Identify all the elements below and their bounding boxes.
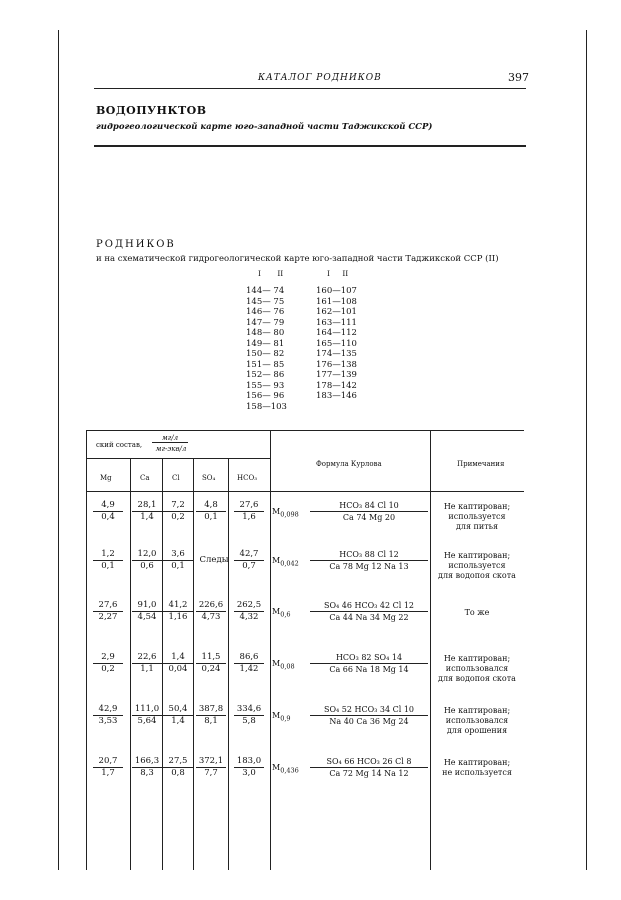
row-note: Не каптирован; не используется bbox=[442, 758, 512, 777]
col-hco3: HCO₃ bbox=[237, 474, 258, 482]
cell-ca: $\frac{22,6}{1,1}$ bbox=[132, 652, 162, 675]
mineralization: $M_{0,098}$ bbox=[272, 507, 299, 519]
row-note: Не каптирован; использовался для орошения bbox=[443, 706, 511, 735]
corr-pair: 174—135 bbox=[316, 349, 357, 359]
corr-header-left: I II bbox=[258, 269, 284, 278]
group-header: ский состав, bbox=[96, 441, 143, 449]
corr-pair: 163—111 bbox=[316, 317, 357, 328]
cell-ca: $\frac{12,0}{0,6}$ bbox=[132, 549, 162, 572]
cell-hco3: $\frac{27,6}{1,6}$ bbox=[234, 500, 264, 523]
row-note: Не каптирован; используется для водопоя скота bbox=[438, 551, 516, 580]
col-mg: Mg bbox=[100, 474, 112, 482]
cell-hco3: $\frac{334,6}{5,8}$ bbox=[234, 704, 264, 727]
right-margin-line bbox=[586, 30, 587, 870]
formula-header: Формула Курлова bbox=[316, 460, 382, 468]
cell-so4: Следы bbox=[199, 555, 229, 565]
corr-pair: 147— 79 bbox=[246, 317, 285, 328]
mineralization: $M_{0,042}$ bbox=[272, 556, 299, 568]
corr-list-left bbox=[246, 286, 287, 412]
corr-pair: 144— 74 bbox=[246, 286, 285, 296]
springs-subtitle: и на схематической гидрогеологической карте юго-западной части Таджикской ССР (II) bbox=[96, 254, 499, 264]
cell-ca: $\frac{111,0}{5,64}$ bbox=[132, 704, 162, 727]
cell-ca: $\frac{166,3}{8,3}$ bbox=[132, 756, 162, 779]
corr-pair: 178—142 bbox=[316, 380, 357, 391]
cell-cl: $\frac{7,2}{0,2}$ bbox=[163, 500, 193, 523]
row-note: Не каптирован; использовался для водопоя скота bbox=[438, 654, 516, 683]
corr-pair: 155— 93 bbox=[246, 380, 285, 391]
section-rule bbox=[94, 145, 526, 147]
units-numerator: мг/л bbox=[152, 434, 188, 443]
cell-so4: $\frac{372,1}{7,7}$ bbox=[196, 756, 226, 779]
cell-hco3: $\frac{262,5}{4,32}$ bbox=[234, 600, 264, 623]
section-subtitle: гидрогеологической карте юго-западной части Таджикской ССР) bbox=[96, 122, 433, 132]
cell-hco3: $\frac{42,7}{0,7}$ bbox=[234, 549, 264, 572]
corr-pair: 176—138 bbox=[316, 359, 357, 370]
row-note: То же bbox=[464, 608, 490, 617]
corr-pair: 158—103 bbox=[246, 401, 287, 412]
cell-ca: $\frac{91,0}{4,54}$ bbox=[132, 600, 162, 623]
units-denominator: мг-экв/л bbox=[155, 445, 187, 453]
corr-pair: 162—101 bbox=[316, 307, 357, 317]
cell-mg: $\frac{1,2}{0,1}$ bbox=[93, 549, 123, 572]
corr-pair: 152— 86 bbox=[246, 370, 285, 380]
corr-pair: 149— 81 bbox=[246, 338, 285, 349]
corr-pair: 165—110 bbox=[316, 338, 357, 349]
col-so4: SO₄ bbox=[202, 474, 216, 482]
corr-pair: 151— 85 bbox=[246, 359, 285, 370]
corr-pair: 177—139 bbox=[316, 370, 357, 380]
mineralization: $M_{0,436}$ bbox=[272, 763, 299, 775]
cell-mg: $\frac{20,7}{1,7}$ bbox=[93, 756, 123, 779]
col-ca: Ca bbox=[140, 474, 150, 482]
col-cl: Cl bbox=[172, 474, 180, 482]
cell-so4: $\frac{4,8}{0,1}$ bbox=[196, 500, 226, 523]
mineralization: $M_{0,6}$ bbox=[272, 607, 291, 619]
corr-pair: 183—146 bbox=[316, 391, 357, 401]
corr-header-right: I II bbox=[327, 269, 349, 278]
cell-mg: $\frac{4,9}{0,4}$ bbox=[93, 500, 123, 523]
cell-cl: $\frac{50,4}{1,4}$ bbox=[163, 704, 193, 727]
cell-ca: $\frac{28,1}{1,4}$ bbox=[132, 500, 162, 523]
left-margin-line bbox=[58, 30, 59, 870]
cell-cl: $\frac{27,5}{0,8}$ bbox=[163, 756, 193, 779]
corr-pair: 160—107 bbox=[316, 286, 357, 296]
corr-list-right bbox=[316, 286, 357, 402]
cell-so4: $\frac{11,5}{0,24}$ bbox=[196, 652, 226, 675]
header-rule bbox=[94, 88, 526, 89]
corr-pair: 161—108 bbox=[316, 296, 357, 307]
running-title: КАТАЛОГ РОДНИКОВ bbox=[258, 73, 382, 83]
corr-pair: 164—112 bbox=[316, 328, 357, 338]
cell-cl: $\frac{41,2}{1,16}$ bbox=[163, 600, 193, 623]
corr-pair: 156— 96 bbox=[246, 391, 285, 401]
cell-hco3: $\frac{183,0}{3,0}$ bbox=[234, 756, 264, 779]
cell-so4: $\frac{226,6}{4,73}$ bbox=[196, 600, 226, 623]
cell-so4: $\frac{387,8}{8,1}$ bbox=[196, 704, 226, 727]
mineralization: $M_{0,9}$ bbox=[272, 711, 291, 723]
row-note: Не каптирован; используется для питья bbox=[443, 502, 511, 531]
cell-mg: $\frac{42,9}{3,53}$ bbox=[93, 704, 123, 727]
section-title: ВОДОПУНКТОВ bbox=[96, 104, 207, 117]
corr-pair: 146— 76 bbox=[246, 307, 285, 317]
cell-mg: $\frac{2,9}{0,2}$ bbox=[93, 652, 123, 675]
cell-cl: $\frac{3,6}{0,1}$ bbox=[163, 549, 193, 572]
cell-mg: $\frac{27,6}{2,27}$ bbox=[93, 600, 123, 623]
corr-pair: 150— 82 bbox=[246, 349, 285, 359]
mineralization: $M_{0,08}$ bbox=[272, 659, 295, 671]
springs-title: РОДНИКОВ bbox=[96, 239, 176, 250]
cell-cl: $\frac{1,4}{0,04}$ bbox=[163, 652, 193, 675]
page-number: 397 bbox=[508, 71, 529, 84]
corr-pair: 148— 80 bbox=[246, 328, 285, 338]
corr-pair: 145— 75 bbox=[246, 296, 285, 307]
notes-header: Примечания bbox=[457, 460, 505, 468]
cell-hco3: $\frac{86,6}{1,42}$ bbox=[234, 652, 264, 675]
